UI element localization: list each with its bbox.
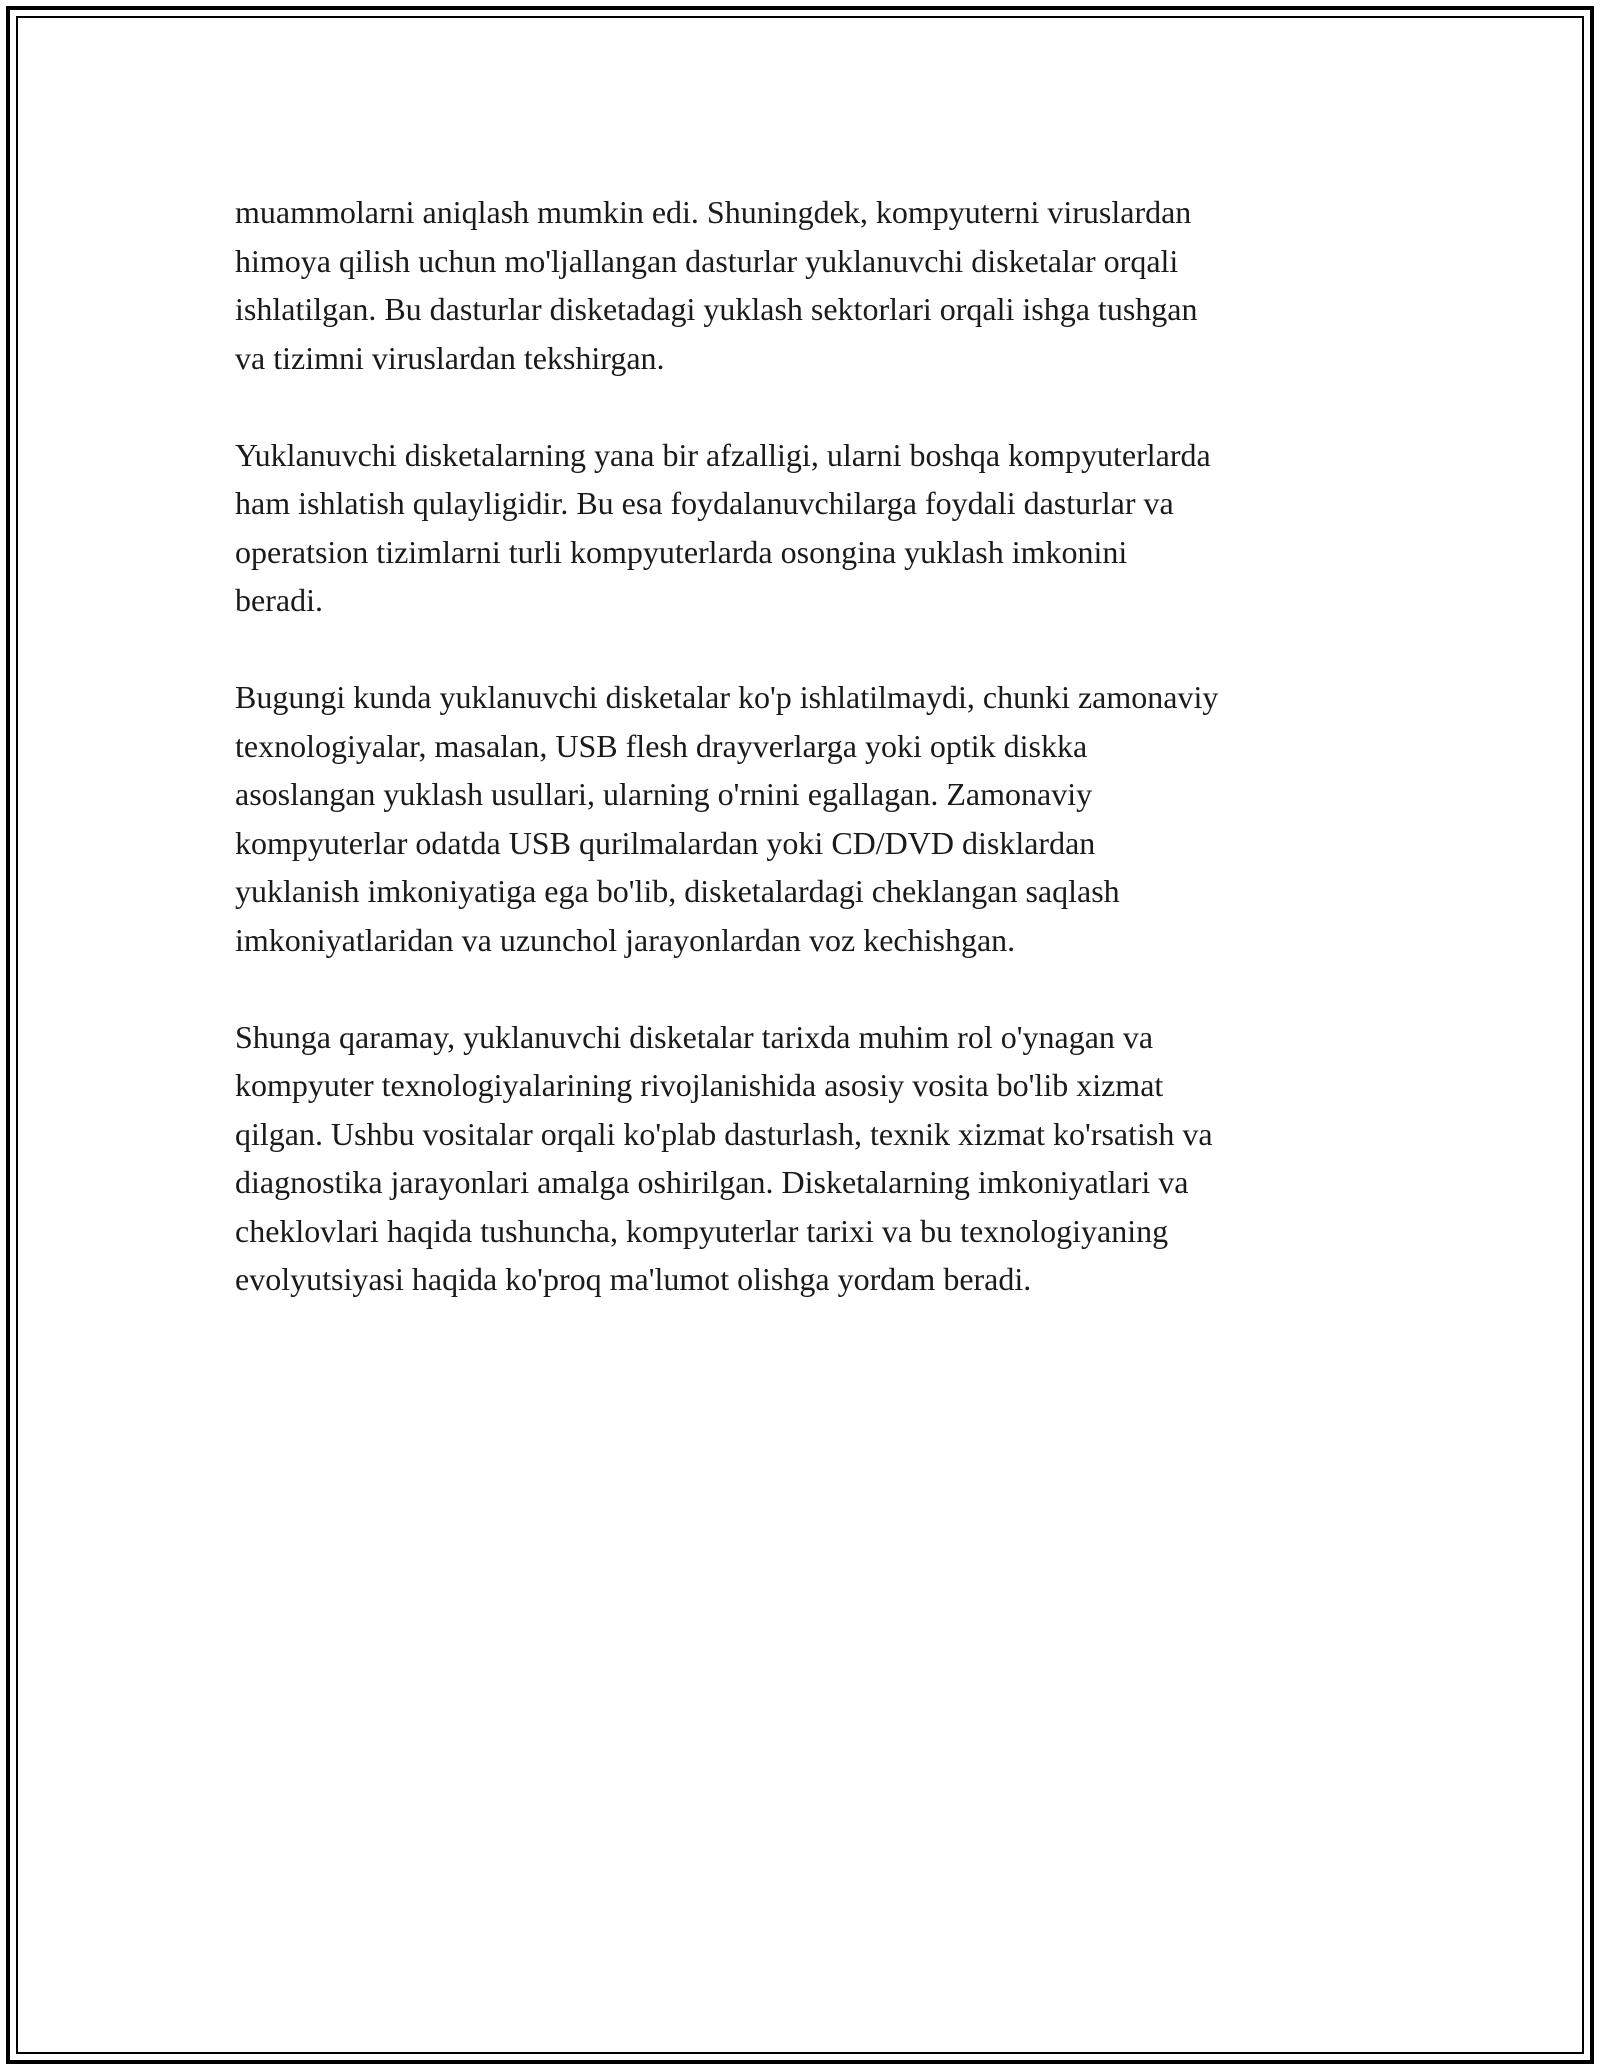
text-line: Yuklanuvchi disketalarning yana bir afzalligi, ularni boshqa kompyuterlarda (235, 436, 1211, 473)
text-line: asoslangan yuklash usullari, ularning o'rnini egallagan. Zamonaviy (235, 776, 1093, 812)
document-body (235, 188, 1370, 1352)
text-line: ham ishlatish qulayligidir. Bu esa foydalanuvchilarga foydali dasturlar va (235, 485, 1174, 521)
text-line: Bugungi kunda yuklanuvchi disketalar ko'p ishlatilmaydi, chunki zamonaviy (235, 679, 1219, 715)
text-line: qilgan. Ushbu vositalar orqali ko'plab dasturlash, texnik xizmat ko'rsatish va (235, 1115, 1213, 1152)
paragraph-2 (235, 431, 1370, 625)
text-line: kompyuterlar odatda USB qurilmalardan yoki CD/DVD disklardan (235, 824, 1096, 861)
paragraph-1 (235, 188, 1370, 382)
text-line: ishlatilgan. Bu dasturlar disketadagi yuklash sektorlari orqali ishga tushgan (235, 291, 1198, 327)
text-line: operatsion tizimlarni turli kompyuterlarda osongina yuklash imkonini (235, 533, 1128, 570)
text-line: muammolarni aniqlash mumkin edi. Shuningdek, kompyuterni viruslardan (235, 194, 1192, 230)
paragraph-3 (235, 673, 1370, 964)
text-line: cheklovlari haqida tushuncha, kompyuterlar tarixi va bu texnologiyaning (235, 1212, 1169, 1249)
text-line: va tizimni viruslardan tekshirgan. (235, 339, 665, 376)
text-line: texnologiyalar, masalan, USB flesh drayverlarga yoki optik diskka (235, 727, 1088, 764)
text-line: beradi. (235, 582, 323, 618)
text-line: evolyutsiyasi haqida ko'proq ma'lumot olishga yordam beradi. (235, 1261, 1032, 1297)
paragraph-4 (235, 1013, 1370, 1304)
text-line: imkoniyatlaridan va uzunchol jarayonlardan voz kechishgan. (235, 921, 1016, 958)
text-line: diagnostika jarayonlari amalga oshirilgan. Disketalarning imkoniyatlari va (235, 1164, 1189, 1200)
text-line: Shunga qaramay, yuklanuvchi disketalar tarixda muhim rol o'ynagan va (235, 1018, 1154, 1055)
text-line: kompyuter texnologiyalarining rivojlanishida asosiy vosita bo'lib xizmat (235, 1067, 1164, 1103)
text-line: himoya qilish uchun mo'ljallangan dasturlar yuklanuvchi disketalar orqali (235, 242, 1179, 279)
text-line: yuklanish imkoniyatiga ega bo'lib, disketalardagi cheklangan saqlash (235, 873, 1120, 909)
